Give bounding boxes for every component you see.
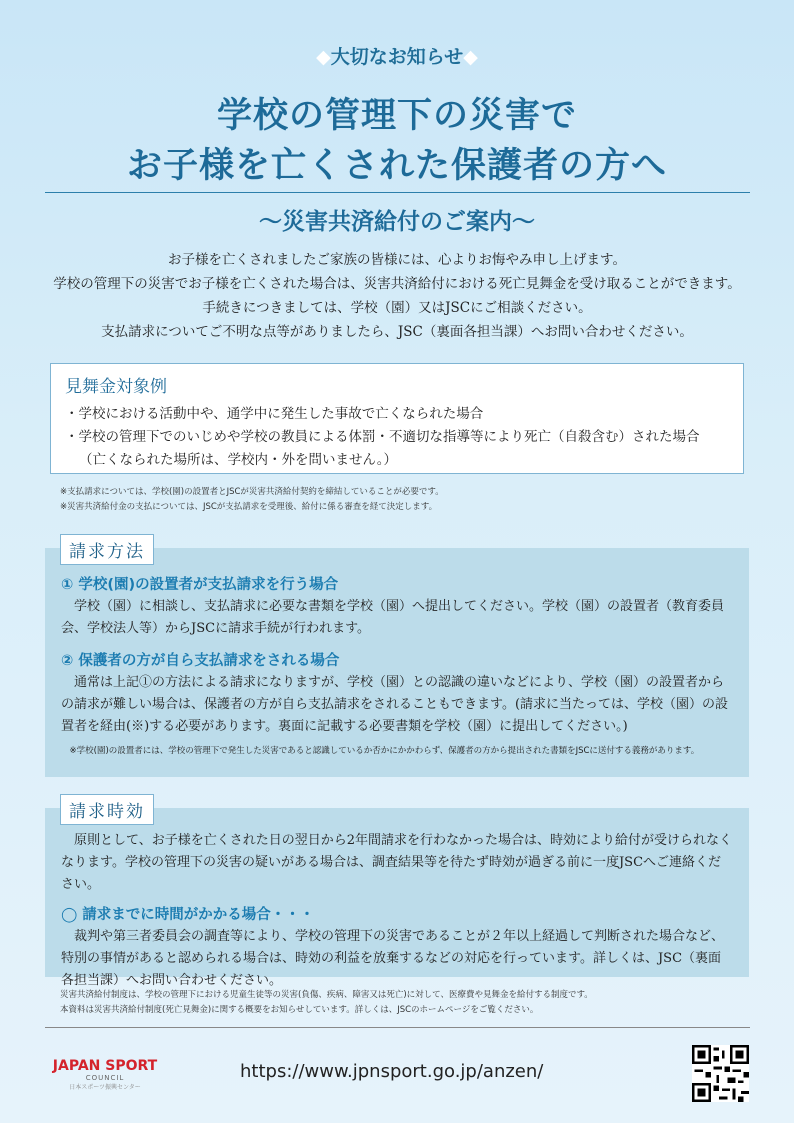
logo-line3: 日本スポーツ振興センター — [69, 1084, 141, 1091]
example-item: ・学校の管理下でのいじめや学校の教員による体罰・不適切な指導等により死亡（自殺含む）された場合 — [65, 429, 700, 445]
notice-label — [0, 42, 794, 69]
method-note: ※学校(園)の設置者には、学校の管理下で発生した災害であると認識しているか否かにかかわらず、保護者の方から提出された書類をJSCに送付する義務があります。 — [69, 746, 700, 756]
logo-line1: JAPAN SPORT — [52, 1058, 158, 1074]
method-heading-2: ② 保護者の方が自ら支払請求をされる場合 — [61, 653, 340, 669]
note: ※災害共済給付金の支払については、JSCが支払請求を受理後、給付に係る審査を経て決定します。 — [60, 502, 438, 512]
footer-note: 災害共済給付制度は、学校の管理下における児童生徒等の災害(負傷、疾病、障害又は死亡)に対して、医療費や見舞金を給付する制度です。 — [60, 990, 593, 1000]
intro-line: 手続きにつきましては、学校（園）又はJSCにご相談ください。 — [202, 300, 592, 316]
limit-tab: 請求時効 — [60, 794, 154, 825]
intro-line: お子様を亡くされましたご家族の皆様には、心よりお悔やみ申し上げます。 — [168, 252, 626, 268]
divider — [45, 1027, 750, 1028]
subtitle: ～災害共済給付のご案内～ — [259, 208, 535, 235]
page-title-line2: お子様を亡くされた保護者の方へ — [126, 145, 667, 186]
limit-text-1: 原則として、お子様を亡くされた日の翌日から2年間請求を行わなかった場合は、時効により給付が受けられなくなります。学校の管理下の災害の疑いがある場合は、調査結果等を待たず時効が過ぎる前に一度JSCへご連絡ください。 — [61, 833, 733, 892]
intro-line: 学校の管理下の災害でお子様を亡くされた場合は、災害共済給付における死亡見舞金を受け取ることができます。 — [53, 276, 741, 292]
example-item: ・学校における活動中や、通学中に発生した事故で亡くなられた場合 — [65, 406, 484, 422]
limit-panel — [45, 808, 749, 988]
divider — [45, 192, 750, 193]
website-link[interactable]: https://www.jpnsport.go.jp/anzen/ — [240, 1061, 544, 1082]
method-heading-1: ① 学校(園)の設置者が支払請求を行う場合 — [61, 577, 339, 593]
note: ※支払請求については、学校(園)の設置者とJSCが災害共済給付契約を締結していることが必要です。 — [60, 487, 444, 497]
jsc-logo — [45, 1058, 165, 1091]
logo-line2: COUNCIL — [85, 1074, 125, 1082]
diamond-icon: ◆ — [316, 46, 331, 68]
examples-heading: 見舞金対象例 — [65, 377, 167, 397]
limit-heading: ◯ 請求までに時間がかかる場合・・・ — [61, 907, 315, 923]
method-text-1: 学校（園）に相談し、支払請求に必要な書類を学校（園）へ提出してください。学校（園）の設置者（教育委員会、学校法人等）からJSCに請求手続が行われます。 — [61, 599, 725, 636]
example-item: （亡くなられた場所は、学校内・外を問いません。） — [79, 452, 398, 468]
intro-line: 支払請求についてご不明な点等がありましたら、JSC（裏面各担当課）へお問い合わせください。 — [101, 324, 693, 340]
examples-box — [50, 363, 744, 474]
method-panel — [45, 548, 749, 777]
qr-code-icon — [692, 1045, 749, 1102]
page-title-line1: 学校の管理下の災害で — [216, 95, 577, 136]
diamond-icon: ◆ — [463, 46, 478, 68]
method-tab: 請求方法 — [60, 534, 154, 565]
notice-text: 大切なお知らせ — [330, 46, 464, 68]
footer-note: 本資料は災害共済給付制度(死亡見舞金)に関する概要をお知らせしています。詳しくは、JSCのホームページをご覧ください。 — [60, 1005, 539, 1015]
method-text-2: 通常は上記①の方法による請求になりますが、学校（園）との認識の違いなどにより、学校（園）の設置者からの請求が難しい場合は、保護者の方が自ら支払請求をされることもできます。(請求に当たっては、学校（園）の設置者を経由(※)する必要があります。裏面に記載する必要書類を学校（園）に提出してください。) — [61, 675, 729, 734]
limit-text-2: 裁判や第三者委員会の調査等により、学校の管理下の災害であることが２年以上経過して判断された場合など、特別の事情があると認められる場合は、時効の利益を放棄するなどの対応を行っています。詳しくは、JSC（裏面各担当課）へお問い合わせください。 — [61, 929, 725, 988]
